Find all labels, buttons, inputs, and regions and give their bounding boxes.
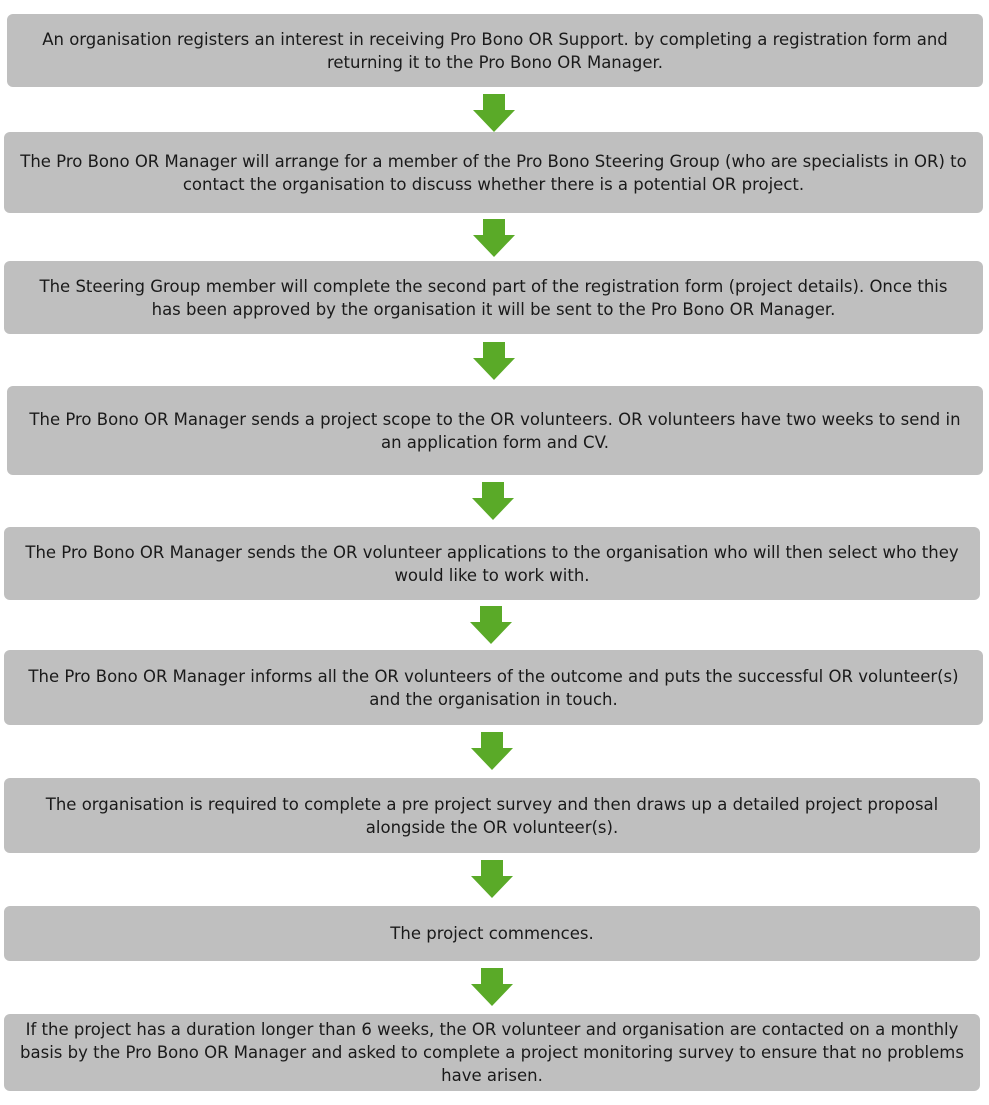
flow-step-7-text: The organisation is required to complete a pre project survey and then draws up a detailed project proposal alongside the OR volunteer(s).	[45, 794, 939, 837]
down-arrow-icon	[473, 342, 515, 380]
flow-step-2	[4, 132, 983, 213]
down-arrow-icon	[470, 606, 512, 644]
flow-step-7	[4, 778, 980, 853]
down-arrow-icon	[471, 860, 513, 898]
flow-step-9-text: If the project has a duration longer than 6 weeks, the OR volunteer and organisation are contacted on a monthly basis by the Pro Bono OR Manager and asked to complete a project monitoring survey to ensure that no problems have arisen.	[20, 1020, 964, 1085]
down-arrow-icon	[473, 94, 515, 132]
flow-step-8-text: The project commences.	[390, 924, 594, 943]
flow-step-4-text: The Pro Bono OR Manager sends a project scope to the OR volunteers. OR volunteers have two weeks to send in an application form and CV.	[29, 409, 961, 452]
flow-step-5-text: The Pro Bono OR Manager sends the OR volunteer applications to the organisation who will then select who they would like to work with.	[25, 542, 959, 585]
flow-step-1-text: An organisation registers an interest in receiving Pro Bono OR Support. by completing a registration form and returning it to the Pro Bono OR Manager.	[42, 29, 948, 72]
flow-step-4	[7, 386, 983, 475]
flow-step-3-text: The Steering Group member will complete the second part of the registration form (project details). Once this has been approved by the organisation it will be sent to the Pro Bono OR Manager.	[39, 276, 948, 319]
down-arrow-icon	[471, 732, 513, 770]
flow-step-6-text: The Pro Bono OR Manager informs all the OR volunteers of the outcome and puts the successful OR volunteer(s) and the organisation in touch.	[28, 666, 959, 709]
flow-step-6	[4, 650, 983, 725]
down-arrow-icon	[472, 482, 514, 520]
down-arrow-icon	[473, 219, 515, 257]
down-arrow-icon	[471, 968, 513, 1006]
flow-step-5	[4, 527, 980, 600]
flow-step-9	[4, 1014, 980, 1091]
flow-step-2-text: The Pro Bono OR Manager will arrange for a member of the Pro Bono Steering Group (who are specialists in OR) to contact the organisation to discuss whether there is a potential OR project.	[20, 151, 967, 194]
flow-step-8	[4, 906, 980, 961]
flow-step-1	[7, 14, 983, 87]
flow-step-3	[4, 261, 983, 334]
